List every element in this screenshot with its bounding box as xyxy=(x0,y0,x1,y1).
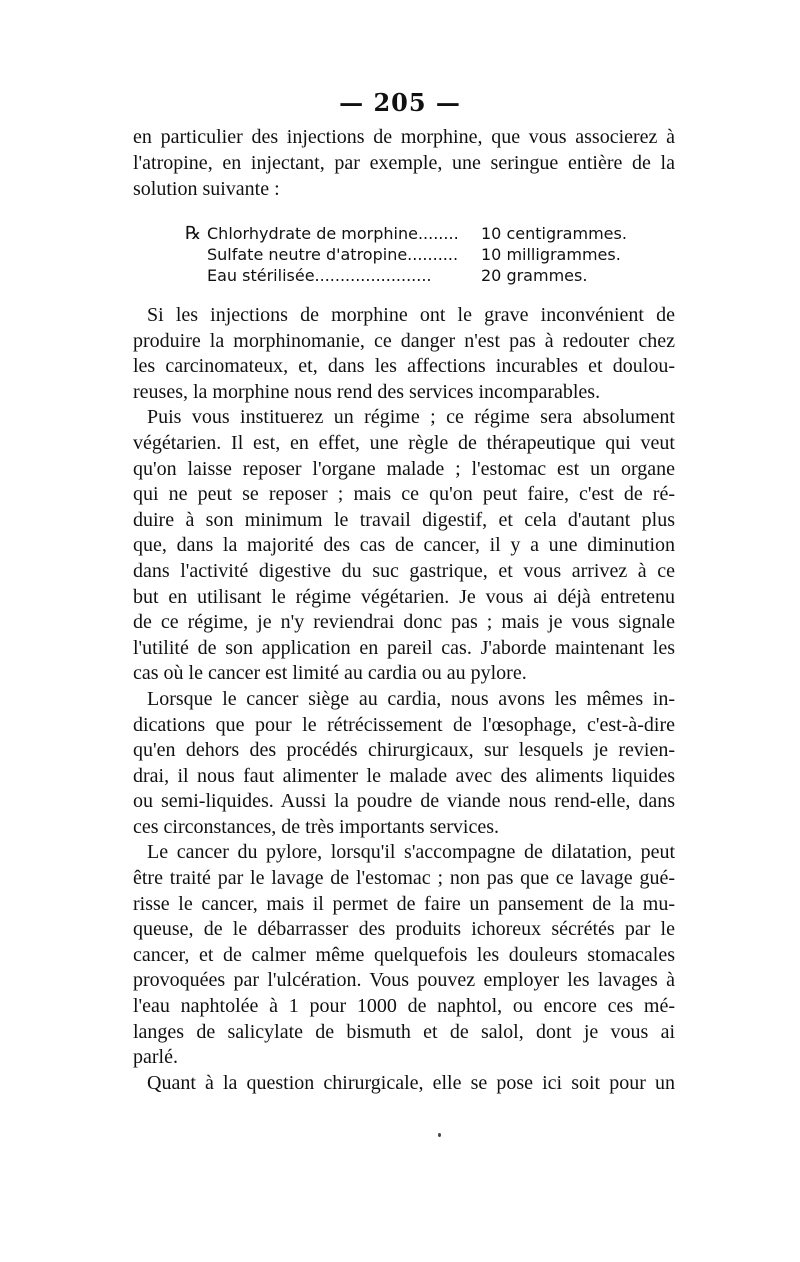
text-line: qui ne peut se reposer ; mais ce qu'on peut faire, c'est de ré- xyxy=(133,483,675,506)
text-line: que, dans la majorité des cas de cancer, il y a une diminution xyxy=(133,534,675,557)
recipe-symbol: ℞ xyxy=(185,223,202,244)
text-line: cancer, et de calmer même quelquefois les douleurs stomacales xyxy=(133,943,675,966)
text-line: duire à son minimum le travail digestif, et cela d'autant plus xyxy=(133,508,675,531)
text-line: l'utilité de son application en pareil cas. J'aborde maintenant les xyxy=(133,636,675,659)
text-line: en particulier des injections de morphine, que vous associerez à xyxy=(133,126,675,148)
ingredient-quantity: 10 milligrammes. xyxy=(481,245,621,264)
prescription-row xyxy=(185,265,655,286)
text-line: Quant à la question chirurgicale, elle se pose ici soit pour un xyxy=(147,1071,675,1094)
ingredient-quantity: 10 centigrammes. xyxy=(481,224,627,243)
ingredient-name: Eau stérilisée....................... xyxy=(207,266,432,285)
print-speck xyxy=(438,1133,441,1137)
intro-paragraph xyxy=(133,124,675,203)
text-line: qu'on laisse reposer l'organe malade ; l'estomac est un organe xyxy=(133,457,675,480)
text-line: végétarien. Il est, en effet, une règle de thérapeutique qui veut xyxy=(133,431,675,454)
text-line: solution suivante : xyxy=(133,178,280,201)
page-number: — 205 — xyxy=(339,88,461,117)
text-line: but en utilisant le régime végétarien. Je vous ai déjà entretenu xyxy=(133,585,675,608)
text-line: reuses, la morphine nous rend des services incomparables. xyxy=(133,380,601,403)
prescription-row xyxy=(185,244,655,265)
text-line: provoquées par l'ulcération. Vous pouvez employer les lavages à xyxy=(133,969,675,992)
text-line: être traité par le lavage de l'estomac ; non pas que ce lavage gué- xyxy=(133,867,675,890)
text-line: queuse, de le débarrasser des produits ichoreux sécrétés par le xyxy=(133,918,675,941)
text-line: qu'en dehors des procédés chirurgicaux, sur lesquels je revien- xyxy=(133,739,675,762)
text-line: dans l'activité digestive du suc gastrique, et vous arrivez à ce xyxy=(133,559,675,582)
body-text xyxy=(133,303,675,1096)
text-line: l'atropine, en injectant, par exemple, une seringue entière de la xyxy=(133,152,675,175)
prescription-row xyxy=(185,223,655,244)
ingredient-name: Chlorhydrate de morphine........ xyxy=(207,224,459,243)
text-line: les carcinomateux, et, dans les affections incurables et doulou- xyxy=(133,355,675,378)
text-line: drai, il nous faut alimenter le malade avec des aliments liquides xyxy=(133,764,675,787)
ingredient-quantity: 20 grammes. xyxy=(481,266,588,285)
text-line: produire la morphinomanie, ce danger n'est pas à redouter chez xyxy=(133,329,675,352)
ingredient-name: Sulfate neutre d'atropine.......... xyxy=(207,245,459,264)
text-line: de ce régime, je n'y reviendrai donc pas ; mais je vous signale xyxy=(133,611,675,634)
prescription xyxy=(185,223,655,286)
text-line: Si les injections de morphine ont le grave inconvénient de xyxy=(147,304,675,326)
text-line: dications que pour le rétrécissement de l'œsophage, c'est-à-dire xyxy=(133,713,675,736)
text-line: langes de salicylate de bismuth et de salol, dont je vous ai xyxy=(133,1020,675,1043)
text-line: ces circonstances, de très importants services. xyxy=(133,815,499,838)
text-line: ou semi-liquides. Aussi la poudre de viande nous rend-elle, dans xyxy=(133,790,675,813)
text-line: Lorsque le cancer siège au cardia, nous avons les mêmes in- xyxy=(147,687,675,710)
text-line: l'eau naphtolée à 1 pour 1000 de naphtol, ou encore ces mé- xyxy=(133,995,675,1018)
text-line: Puis vous instituerez un régime ; ce régime sera absolument xyxy=(147,406,675,429)
text-line: cas où le cancer est limité au cardia ou au pylore. xyxy=(133,662,527,685)
text-line: Le cancer du pylore, lorsqu'il s'accompagne de dilatation, peut xyxy=(147,841,675,864)
text-line: parlé. xyxy=(133,1046,178,1069)
text-line: risse le cancer, mais il permet de faire un pansement de la mu- xyxy=(133,892,675,915)
